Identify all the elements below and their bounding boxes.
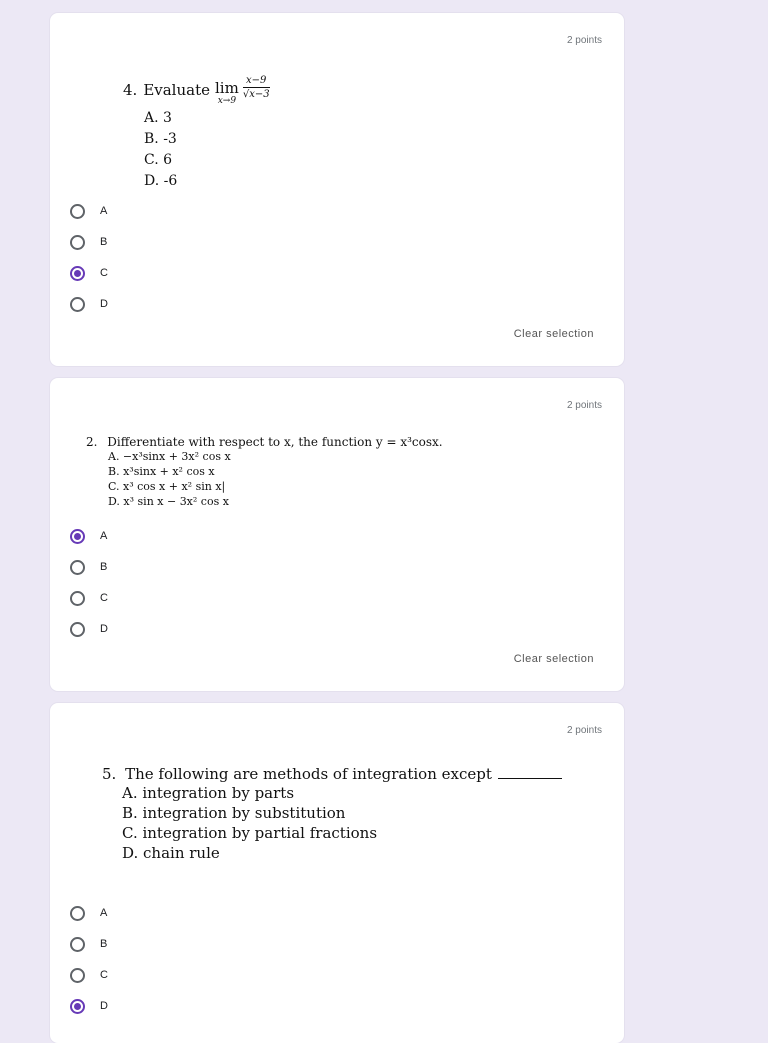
- option-a[interactable]: [70, 524, 107, 548]
- option-c[interactable]: [70, 963, 108, 987]
- choice-text: D. -6: [144, 173, 178, 189]
- question-prompt: The following are methods of integration except: [125, 765, 492, 783]
- option-b[interactable]: [70, 555, 107, 579]
- radio-button[interactable]: [70, 968, 85, 983]
- question-card-1: [50, 13, 624, 366]
- question-number: 5.: [102, 765, 117, 783]
- option-a[interactable]: [70, 199, 107, 223]
- radio-button-selected[interactable]: [70, 529, 85, 544]
- choice-text: D. x³ sin x − 3x² cos x: [108, 495, 229, 508]
- radio-button-selected[interactable]: [70, 999, 85, 1014]
- radio-button[interactable]: [70, 560, 85, 575]
- question-number: 2.: [86, 435, 98, 449]
- option-label: C: [100, 969, 108, 981]
- option-label: C: [100, 267, 108, 279]
- option-d[interactable]: [70, 617, 108, 641]
- fraction-denominator: √x−3: [242, 89, 270, 100]
- radio-button[interactable]: [70, 204, 85, 219]
- question-image: [102, 765, 562, 863]
- question-prompt: Evaluate: [143, 81, 210, 99]
- radio-button-selected[interactable]: [70, 266, 85, 281]
- option-b[interactable]: [70, 230, 107, 254]
- option-label: A: [100, 907, 108, 919]
- choice-list: [108, 449, 443, 509]
- question-image: [86, 435, 443, 509]
- points-label: 2 points: [566, 725, 602, 736]
- option-label: B: [100, 938, 108, 950]
- points-label: 2 points: [566, 35, 602, 46]
- choice-text: B. x³sinx + x² cos x: [108, 465, 215, 478]
- option-label: D: [100, 623, 108, 635]
- option-label: C: [100, 592, 108, 604]
- limit-expression: [215, 81, 239, 106]
- question-image: [123, 75, 270, 192]
- option-label: A: [100, 530, 108, 542]
- clear-selection-button[interactable]: Clear selection: [513, 653, 594, 665]
- points-label: 2 points: [566, 400, 602, 411]
- choice-text: C. x³ cos x + x² sin x|: [108, 480, 226, 493]
- lim-text: lim: [215, 79, 239, 97]
- choice-text: A. −x³sinx + 3x² cos x: [108, 450, 231, 463]
- choice-text: A. integration by parts: [122, 784, 295, 802]
- clear-selection-button[interactable]: Clear selection: [513, 328, 594, 340]
- option-a[interactable]: [70, 901, 107, 925]
- option-label: B: [100, 561, 108, 573]
- choice-text: C. integration by partial fractions: [122, 824, 378, 842]
- option-b[interactable]: [70, 932, 107, 956]
- fraction: [243, 75, 270, 100]
- radio-button[interactable]: [70, 622, 85, 637]
- option-c[interactable]: [70, 261, 108, 285]
- radio-button[interactable]: [70, 235, 85, 250]
- choice-list: [122, 783, 562, 863]
- choice-list: [144, 108, 270, 192]
- radio-button[interactable]: [70, 297, 85, 312]
- answer-blank: [498, 778, 562, 779]
- fraction-numerator: x−9: [243, 75, 270, 88]
- option-d[interactable]: [70, 994, 108, 1018]
- option-label: D: [100, 298, 108, 310]
- radio-button[interactable]: [70, 591, 85, 606]
- choice-text: A. 3: [144, 110, 172, 126]
- lim-subscript: x→9: [217, 96, 237, 106]
- choice-text: C. 6: [144, 152, 173, 168]
- option-label: A: [100, 205, 108, 217]
- option-label: D: [100, 1000, 108, 1012]
- radio-button[interactable]: [70, 906, 85, 921]
- question-card-3: [50, 703, 624, 1043]
- question-card-2: [50, 378, 624, 691]
- option-c[interactable]: [70, 586, 108, 610]
- question-number: 4.: [123, 81, 138, 99]
- choice-text: B. integration by substitution: [122, 804, 346, 822]
- option-d[interactable]: [70, 292, 108, 316]
- choice-text: D. chain rule: [122, 844, 220, 862]
- radio-button[interactable]: [70, 937, 85, 952]
- choice-text: B. -3: [144, 131, 177, 147]
- option-label: B: [100, 236, 108, 248]
- question-prompt: Differentiate with respect to x, the function y = x³cosx.: [107, 435, 443, 449]
